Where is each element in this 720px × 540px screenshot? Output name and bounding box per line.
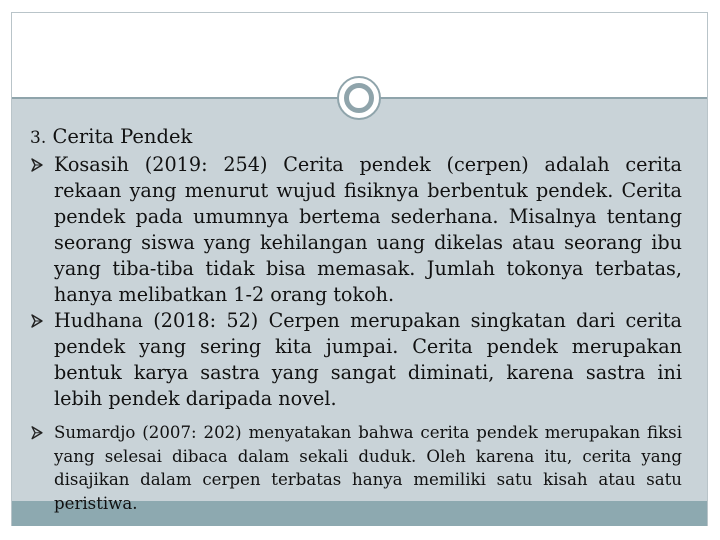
bullet-item-sumardjo — [30, 421, 682, 515]
bullet-text: Sumardjo (2007: 202) menyatakan bahwa cerita pendek merupakan fiksi yang selesai dibaca dalam sekali duduk. Oleh karena itu, cerita yang disajikan dalam cerpen terbatas hanya memiliki satu kisah atau satu peristiwa. — [54, 423, 682, 513]
bullet-text: Hudhana (2018: 52) Cerpen merupakan singkatan dari cerita pendek yang sering kita jumpai. Cerita pendek merupakan bentuk karya sastra yang sangat diminati, karena sastra ini lebih pendek daripada novel. — [54, 309, 682, 410]
arrow-bullet-icon — [30, 308, 46, 334]
section-title: Cerita Pendek — [52, 125, 193, 148]
arrow-bullet-icon — [30, 152, 46, 178]
bullet-item-hudhana — [30, 308, 682, 412]
bullet-text: Kosasih (2019: 254) Cerita pendek (cerpen) adalah cerita rekaan yang menurut wujud fisiknya berbentuk pendek. Cerita pendek pada umumnya bertema sederhana. Misalnya tentang seorang siswa yang kehilangan uang dikelas atau seorang ibu yang tiba-tiba tidak bisa memasak. Jumlah tokonya terbatas, hanya melibatkan 1-2 orang tokoh. — [54, 153, 682, 306]
bullet-item-kosasih — [30, 152, 682, 308]
arrow-bullet-icon — [30, 421, 46, 445]
circle-ring — [344, 83, 374, 113]
section-heading — [30, 124, 682, 151]
slide-body — [30, 124, 682, 515]
section-number: 3. — [30, 128, 47, 148]
circle-ornament-icon — [337, 76, 381, 120]
